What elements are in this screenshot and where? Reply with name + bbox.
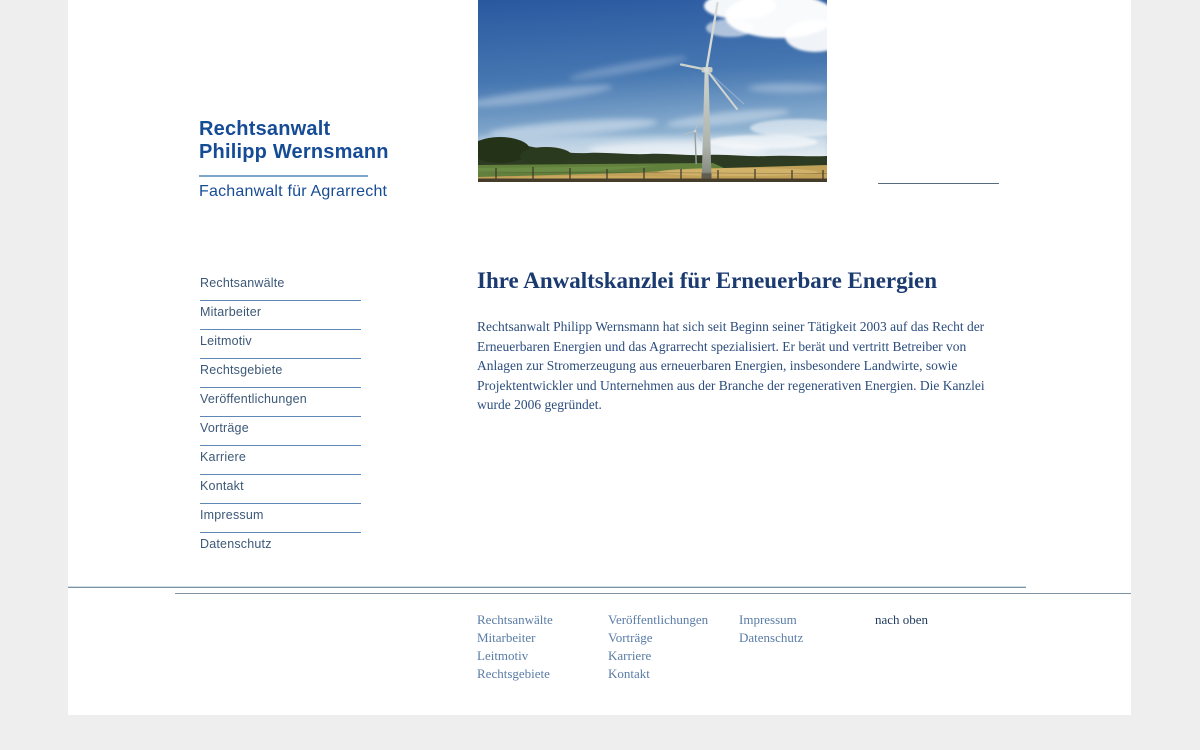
sidebar-item-veroeffentlichungen[interactable] bbox=[200, 388, 361, 417]
footer-link-kontakt[interactable]: Kontakt bbox=[608, 666, 650, 681]
nav-label: Veröffentlichungen bbox=[200, 392, 307, 406]
footer-link-leitmotiv[interactable]: Leitmotiv bbox=[477, 648, 529, 663]
sidebar-item-leitmotiv[interactable] bbox=[200, 330, 361, 359]
footer-link-vortraege[interactable]: Vorträge bbox=[608, 630, 653, 645]
nav-label: Datenschutz bbox=[200, 537, 272, 551]
nav-label: Vorträge bbox=[200, 421, 249, 435]
footer-link-mitarbeiter[interactable]: Mitarbeiter bbox=[477, 630, 536, 645]
sidebar-item-impressum[interactable] bbox=[200, 504, 361, 533]
footer-nav bbox=[477, 611, 1037, 683]
logo-subtitle: Fachanwalt für Agrarrecht bbox=[199, 183, 388, 200]
footer-column-2 bbox=[608, 611, 739, 683]
sidebar-item-kontakt[interactable] bbox=[200, 475, 361, 504]
logo-line2: Philipp Wernsmann bbox=[199, 141, 389, 163]
hero-photo-wind-turbines bbox=[478, 0, 827, 182]
nav-label: Karriere bbox=[200, 450, 247, 464]
header-divider-line bbox=[878, 183, 999, 184]
footer-divider-top bbox=[68, 586, 1026, 589]
sidebar-item-rechtsgebiete[interactable] bbox=[200, 359, 361, 388]
site-logo[interactable] bbox=[199, 118, 389, 201]
nav-label: Mitarbeiter bbox=[200, 305, 262, 319]
back-to-top-link[interactable]: nach oben bbox=[875, 612, 929, 627]
sidebar-nav bbox=[200, 272, 361, 562]
nav-label: Kontakt bbox=[200, 479, 244, 493]
sidebar-item-vortraege[interactable] bbox=[200, 417, 361, 446]
nav-label: Leitmotiv bbox=[200, 334, 252, 348]
footer-divider-bottom bbox=[175, 593, 1131, 594]
nav-label: Rechtsgebiete bbox=[200, 363, 283, 377]
content-area bbox=[68, 0, 1131, 715]
page-title: Ihre Anwaltskanzlei für Erneuerbare Energien bbox=[477, 268, 937, 293]
nav-label: Impressum bbox=[200, 508, 264, 522]
footer-column-3 bbox=[739, 611, 870, 683]
sidebar-item-datenschutz[interactable] bbox=[200, 533, 361, 562]
nav-label: Rechtsanwälte bbox=[200, 276, 285, 290]
main-content bbox=[477, 266, 998, 415]
logo-divider bbox=[199, 175, 368, 177]
sidebar-item-rechtsanwaelte[interactable] bbox=[200, 272, 361, 301]
intro-paragraph: Rechtsanwalt Philipp Wernsmann hat sich seit Beginn seiner Tätigkeit 2003 auf das Recht der Erneuerbaren Energien und das Agrarrecht spezialisiert. Er berät und vertritt Betreiber von Anlagen zur Stromerzeugung aus erneuerbaren Energien, insbesondere Landwirte, sowie Projektentwickler und Unternehmen aus der Branche der regenerativen Energien. Die Kanzlei wurde 2006 gegründet. bbox=[477, 319, 985, 412]
footer-column-1 bbox=[477, 611, 608, 683]
footer-link-rechtsgebiete[interactable]: Rechtsgebiete bbox=[477, 666, 550, 681]
sidebar-item-karriere[interactable] bbox=[200, 446, 361, 475]
logo-line1: Rechtsanwalt bbox=[199, 118, 331, 140]
footer-link-rechtsanwaelte[interactable]: Rechtsanwälte bbox=[477, 612, 553, 627]
sidebar-item-mitarbeiter[interactable] bbox=[200, 301, 361, 330]
footer-link-impressum[interactable]: Impressum bbox=[739, 612, 797, 627]
footer-link-datenschutz[interactable]: Datenschutz bbox=[739, 630, 804, 645]
footer-link-karriere[interactable]: Karriere bbox=[608, 648, 652, 663]
footer-link-veroeffentlichungen[interactable]: Veröffentlichungen bbox=[608, 612, 709, 627]
wind-turbine-illustration bbox=[478, 0, 827, 182]
